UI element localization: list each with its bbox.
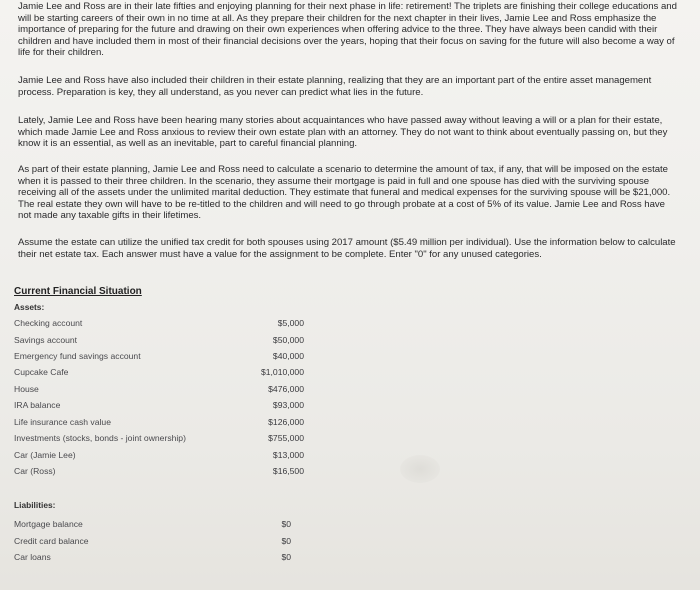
asset-row (14, 450, 304, 464)
asset-row (14, 367, 304, 381)
asset-value: $126,000 (268, 417, 304, 427)
asset-label: Car (Jamie Lee) (14, 450, 76, 460)
asset-value: $5,000 (277, 318, 304, 328)
asset-value: $40,000 (272, 351, 304, 361)
asset-label: Savings account (14, 335, 78, 345)
asset-value: $476,000 (268, 384, 304, 394)
asset-value: $1,010,000 (260, 367, 304, 377)
asset-label: Cupcake Cafe (14, 367, 69, 377)
asset-label: Emergency fund savings account (14, 351, 141, 361)
asset-row (14, 384, 304, 398)
asset-label: House (14, 384, 39, 394)
assets-heading: Assets: (14, 302, 45, 312)
liability-value: $0 (281, 536, 291, 546)
asset-row (14, 351, 304, 365)
liability-label: Credit card balance (14, 536, 89, 546)
liability-row (14, 519, 291, 533)
liability-value: $0 (281, 552, 291, 562)
asset-label: IRA balance (14, 400, 61, 410)
liability-label: Car loans (14, 552, 51, 562)
liability-label: Mortgage balance (14, 519, 83, 529)
screen-smudge (400, 455, 440, 483)
asset-row (14, 335, 304, 349)
asset-value: $16,500 (272, 466, 304, 476)
asset-value: $93,000 (272, 400, 304, 410)
asset-row (14, 318, 304, 332)
asset-row (14, 400, 304, 414)
asset-value: $13,000 (272, 450, 304, 460)
asset-value: $50,000 (272, 335, 304, 345)
liabilities-heading: Liabilities: (14, 500, 56, 510)
asset-label: Checking account (14, 318, 83, 328)
asset-label: Investments (stocks, bonds - joint ownership) (14, 433, 186, 443)
asset-row (14, 417, 304, 431)
estate-planning-paragraph: Jamie Lee and Ross have also included their children in their estate planning, realizing that they are an important part of the entire asset management process. Preparation is key, they all understand, as you never can predict what lies in the future. (18, 75, 652, 98)
liability-row (14, 552, 291, 566)
asset-value: $755,000 (268, 433, 304, 443)
asset-label: Life insurance cash value (14, 417, 111, 427)
asset-label: Car (Ross) (14, 466, 56, 476)
liability-row (14, 536, 291, 550)
attorney-paragraph: Lately, Jamie Lee and Ross have been hearing many stories about acquaintances who have passed away without leaving a will or a plan for their estate, which made Jamie Lee and Ross anxious to review their own estate plan with an attorney. They do not want to think about eventually passing on, but they know it is an essential, as well as an inevitable, part to careful financial planning. (18, 115, 668, 150)
instructions-paragraph: Assume the estate can utilize the unified tax credit for both spouses using 2017 amount ($5.49 million per individual). Use the information below to calculate their net estate tax. Each answer must have a value for the assignment to be complete. Enter "0" for any unused categories. (18, 237, 676, 260)
scenario-paragraph: As part of their estate planning, Jamie Lee and Ross need to calculate a scenario to determine the amount of tax, if any, that will be imposed on the estate when it is passed to their three children. In the scenario, they assume their mortgage is paid in full and one spouse has died with the surviving spouse receiving all of the assets under the unlimited marital deduction. They estimate that funeral and medical expenses for the surviving spouse will be $21,000. The real estate they own will have to be re-titled to the children and will need to go through probate at a cost of 5% of its value. Jamie Lee and Ross have not made any taxable gifts in their lifetimes. (18, 164, 671, 222)
intro-paragraph: Jamie Lee and Ross are in their late fifties and enjoying planning for their next phase in life: retirement! The triplets are finishing their college educations and will be starting careers of their own in no time at all. As they prepare their children for the next chapter in their lives, Jamie Lee and Ross emphasize the importance of preparing for the future and drawing on their own experiences when offering advice to the three. They have always been candid with their children and have included them in most of their financial decisions over the years, hoping that their focus on saving for the future will also become a way of life for their children. (18, 1, 677, 59)
liability-value: $0 (281, 519, 291, 529)
asset-row (14, 466, 304, 480)
asset-row (14, 433, 304, 447)
section-title: Current Financial Situation (14, 286, 142, 297)
